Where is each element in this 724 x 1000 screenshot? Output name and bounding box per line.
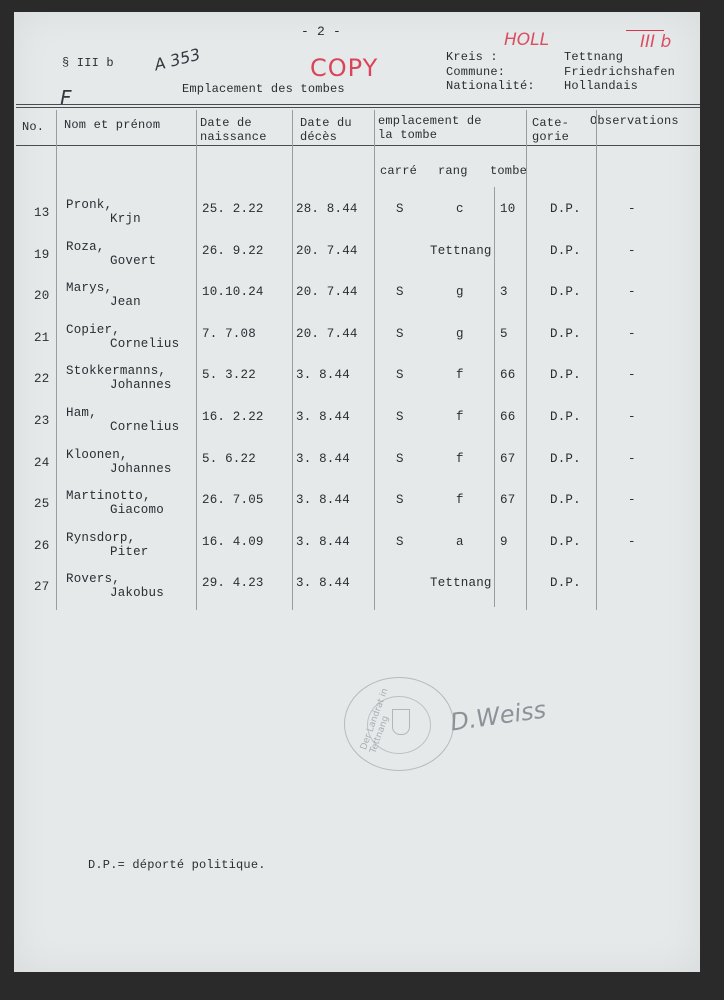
row-tombe: 10 xyxy=(500,202,516,216)
row-number: 26 xyxy=(34,538,50,553)
row-tombe: 67 xyxy=(500,451,516,466)
handwritten-reference: A 353 xyxy=(152,44,203,75)
row-observations: - xyxy=(628,368,636,383)
row-firstname: Cornelius xyxy=(110,336,180,351)
row-surname: Ham, xyxy=(66,406,97,420)
row-surname: Roza, xyxy=(66,239,105,254)
nationalite-value: Hollandais xyxy=(564,79,639,93)
row-category: D.P. xyxy=(550,493,581,508)
row-surname: Copier, xyxy=(66,322,120,337)
column-naissance-line2: naissance xyxy=(200,130,267,144)
column-deces-line2: décès xyxy=(300,130,338,144)
red-underline xyxy=(626,30,664,31)
copy-stamp: COPY xyxy=(310,54,379,82)
row-death-date: 28. 8.44 xyxy=(296,202,358,216)
page-number: - 2 - xyxy=(301,24,342,39)
row-carre: S xyxy=(396,451,404,466)
table-row xyxy=(14,531,700,571)
row-observations: - xyxy=(628,326,636,341)
row-rang: f xyxy=(456,410,464,424)
subcolumn-rang: rang xyxy=(438,164,468,178)
row-observations: - xyxy=(628,451,636,466)
column-observations: Observations xyxy=(590,114,679,128)
row-carre: S xyxy=(396,368,404,383)
row-death-date: 3. 8.44 xyxy=(296,493,350,508)
row-tombe: 66 xyxy=(500,410,516,424)
section-code: § III b xyxy=(62,56,114,70)
table-row xyxy=(14,572,700,612)
row-carre: S xyxy=(396,534,404,549)
row-category: D.P. xyxy=(550,326,581,341)
row-birth-date: 5. 6.22 xyxy=(202,451,256,466)
table-row xyxy=(14,198,700,238)
document-page xyxy=(14,12,700,972)
row-firstname: Johannes xyxy=(110,461,172,476)
subcolumn-carre: carré xyxy=(380,164,418,178)
column-emplacement-line2: la tombe xyxy=(378,128,438,142)
row-firstname: Cornelius xyxy=(110,420,180,434)
row-death-date: 3. 8.44 xyxy=(296,451,350,466)
row-firstname: Govert xyxy=(110,253,157,268)
row-firstname: Jakobus xyxy=(110,586,164,601)
row-death-date: 20. 7.44 xyxy=(296,326,358,341)
row-birth-date: 10.10.24 xyxy=(202,285,264,300)
footnote: D.P.= déporté politique. xyxy=(88,858,266,872)
row-rang: f xyxy=(456,493,464,508)
row-number: 23 xyxy=(34,414,50,428)
row-birth-date: 16. 4.09 xyxy=(202,534,264,549)
table-row xyxy=(14,406,700,446)
table-row xyxy=(14,323,700,363)
row-rang: c xyxy=(456,202,464,216)
column-no: No. xyxy=(22,120,45,134)
row-surname: Marys, xyxy=(66,281,113,296)
column-categorie-line2: gorie xyxy=(532,130,570,144)
row-rang: g xyxy=(456,285,464,300)
row-firstname: Krjn xyxy=(110,212,141,226)
official-stamp xyxy=(344,677,454,771)
row-firstname: Jean xyxy=(110,295,141,310)
row-tombe: 66 xyxy=(500,368,516,383)
row-category: D.P. xyxy=(550,285,581,300)
commune-value: Friedrichshafen xyxy=(564,65,676,79)
row-birth-date: 16. 2.22 xyxy=(202,410,264,424)
row-birth-date: 26. 9.22 xyxy=(202,243,264,258)
row-observations: - xyxy=(628,285,636,300)
row-category: D.P. xyxy=(550,410,581,424)
row-number: 20 xyxy=(34,289,50,304)
row-death-date: 3. 8.44 xyxy=(296,534,350,549)
handwritten-letter: F xyxy=(60,86,72,110)
iiib-stamp: III b xyxy=(640,32,672,52)
commune-label: Commune: xyxy=(446,65,506,79)
row-number: 22 xyxy=(34,372,50,387)
table-top-rule-double xyxy=(16,107,700,108)
table-row xyxy=(14,489,700,529)
row-burial-place: Tettnang xyxy=(430,243,492,258)
column-emplacement-line1: emplacement de xyxy=(378,114,482,128)
row-birth-date: 7. 7.08 xyxy=(202,326,256,341)
holl-stamp: HOLL xyxy=(504,30,550,50)
row-birth-date: 5. 3.22 xyxy=(202,368,256,383)
row-category: D.P. xyxy=(550,576,581,591)
row-category: D.P. xyxy=(550,202,581,216)
row-surname: Pronk, xyxy=(66,198,113,212)
row-carre: S xyxy=(396,493,404,508)
row-tombe: 5 xyxy=(500,326,508,341)
kreis-label: Kreis : xyxy=(446,50,498,64)
stamp-text: Der Landrat in Tettnang xyxy=(359,687,392,755)
table-row xyxy=(14,364,700,404)
document-title: Emplacement des tombes xyxy=(182,82,345,96)
row-carre: S xyxy=(396,326,404,341)
row-birth-date: 26. 7.05 xyxy=(202,493,264,508)
column-nom: Nom et prénom xyxy=(64,118,161,132)
row-rang: a xyxy=(456,534,464,549)
row-number: 25 xyxy=(34,497,50,512)
row-number: 24 xyxy=(34,455,50,470)
row-observations: - xyxy=(628,243,636,258)
table-top-rule xyxy=(16,104,700,105)
row-observations: - xyxy=(628,534,636,549)
row-rang: f xyxy=(456,368,464,383)
row-birth-date: 25. 2.22 xyxy=(202,202,264,216)
row-number: 27 xyxy=(34,580,50,595)
row-rang: g xyxy=(456,326,464,341)
row-tombe: 3 xyxy=(500,285,508,300)
kreis-value: Tettnang xyxy=(564,50,624,64)
row-death-date: 20. 7.44 xyxy=(296,243,358,258)
row-number: 19 xyxy=(34,247,50,262)
row-carre: S xyxy=(396,410,404,424)
row-observations: - xyxy=(628,202,636,216)
row-observations: - xyxy=(628,493,636,508)
row-birth-date: 29. 4.23 xyxy=(202,576,264,591)
nationalite-label: Nationalité: xyxy=(446,79,535,93)
row-firstname: Johannes xyxy=(110,378,172,393)
row-carre: S xyxy=(396,202,404,216)
table-row xyxy=(14,448,700,488)
row-observations: - xyxy=(628,410,636,424)
subcolumn-tombe: tombe xyxy=(490,164,528,178)
row-surname: Kloonen, xyxy=(66,447,128,462)
row-tombe: 9 xyxy=(500,534,508,549)
row-number: 21 xyxy=(34,330,50,345)
row-category: D.P. xyxy=(550,368,581,383)
row-death-date: 3. 8.44 xyxy=(296,410,350,424)
row-burial-place: Tettnang xyxy=(430,576,492,591)
table-row xyxy=(14,240,700,280)
row-death-date: 3. 8.44 xyxy=(296,576,350,591)
column-deces-line1: Date du xyxy=(300,116,352,130)
row-carre: S xyxy=(396,285,404,300)
row-surname: Stokkermanns, xyxy=(66,364,167,379)
signature: D.Weiss xyxy=(448,695,548,737)
row-category: D.P. xyxy=(550,243,581,258)
row-death-date: 20. 7.44 xyxy=(296,285,358,300)
row-surname: Rovers, xyxy=(66,572,120,587)
column-categorie-line1: Cate- xyxy=(532,116,570,130)
row-death-date: 3. 8.44 xyxy=(296,368,350,383)
row-category: D.P. xyxy=(550,534,581,549)
row-category: D.P. xyxy=(550,451,581,466)
row-number: 13 xyxy=(34,206,50,220)
table-header-rule xyxy=(16,145,700,146)
row-firstname: Giacomo xyxy=(110,503,164,518)
row-surname: Rynsdorp, xyxy=(66,530,136,545)
column-naissance-line1: Date de xyxy=(200,116,252,130)
row-surname: Martinotto, xyxy=(66,489,151,504)
table-row xyxy=(14,281,700,321)
row-firstname: Piter xyxy=(110,544,149,559)
row-tombe: 67 xyxy=(500,493,516,508)
coat-of-arms-icon xyxy=(392,709,410,735)
row-rang: f xyxy=(456,451,464,466)
